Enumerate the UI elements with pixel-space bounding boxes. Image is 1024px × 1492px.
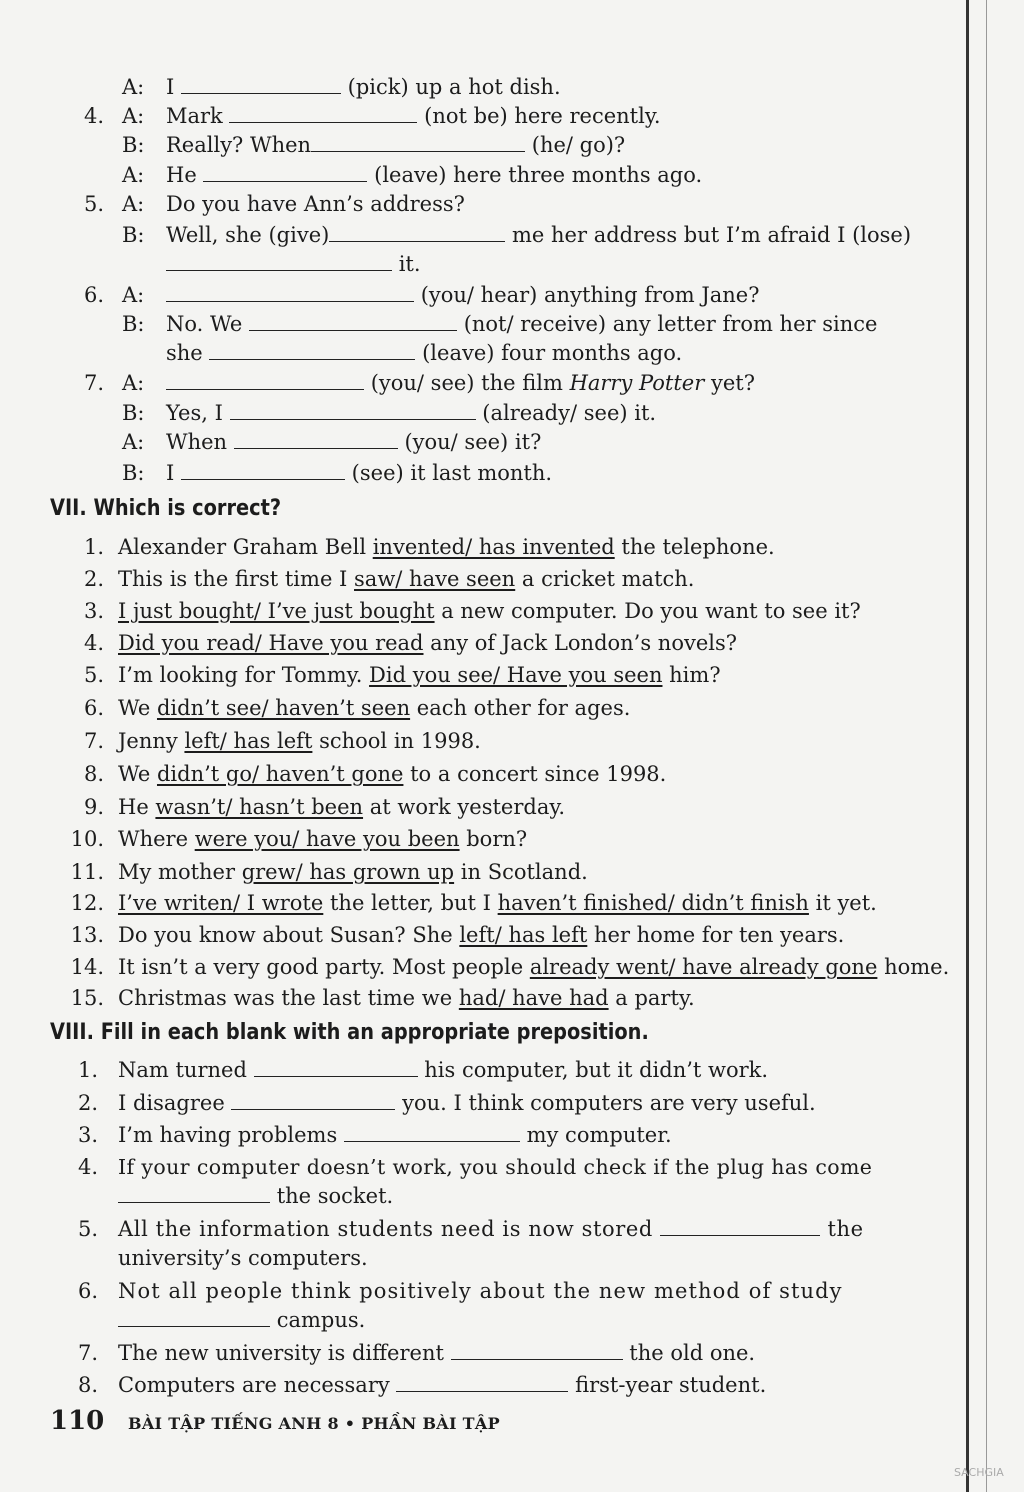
answer-blank[interactable] [329,223,505,242]
sentence-text: a cricket match. [515,567,695,591]
binding-line-thin [986,0,987,1492]
question-number: 5. [83,192,104,216]
line-text: Well, she (give) me her address but I’m afraid I (lose) [166,223,912,247]
answer-blank[interactable] [118,1184,270,1203]
line-text: No. We (not/ receive) any letter from her since [166,312,878,336]
line-text: If your computer doesn’t work, you should check if the plug has come [118,1155,873,1179]
s8-item-4-cont [0,1181,960,1211]
page-number: 110 [50,1406,105,1436]
sentence-text: Alexander Graham Bell [118,535,373,559]
answer-blank[interactable] [203,163,367,182]
answer-blank[interactable] [396,1373,568,1392]
question-number: 7. [77,1341,98,1365]
answer-blank[interactable] [181,75,341,94]
answer-choice[interactable]: already went/ have already gone [529,955,878,979]
dialogue-line [0,338,960,368]
line-text: Yes, I (already/ see) it. [166,401,657,425]
answer-blank[interactable] [118,1308,270,1327]
s8-item-8 [0,1370,960,1400]
speaker-label: B: [122,401,145,425]
s8-item-7 [0,1338,960,1368]
answer-choice[interactable]: I’ve writen/ I wrote [118,891,324,915]
line-text: All the information students need is now stored the [118,1217,864,1241]
s7-item-7 [0,726,960,756]
s8-item-6-cont [0,1305,960,1335]
line-text [118,888,877,918]
line-text: I’m having problems my computer. [118,1123,672,1147]
s7-item-12 [0,888,960,918]
s7-item-15 [0,983,960,1013]
answer-choice[interactable]: left/ has left [459,923,588,947]
question-number: 6. [77,1279,98,1303]
answer-choice[interactable]: didn’t see/ haven’t seen [156,696,411,720]
s7-item-4 [0,628,960,658]
question-number: 2. [83,567,104,591]
question-number: 7. [83,729,104,753]
answer-choice[interactable]: saw/ have seen [354,567,516,591]
answer-choice[interactable]: haven’t finished/ didn’t finish [497,891,809,915]
dialogue-line [0,427,960,457]
question-number: 12. [70,891,104,915]
question-number: 1. [83,535,104,559]
s8-item-1 [0,1055,960,1085]
line-text [118,824,527,854]
answer-blank[interactable] [311,133,525,152]
sentence-text: He [118,795,156,819]
sentence-text: the telephone. [614,535,775,559]
answer-blank[interactable] [166,371,364,390]
s7-item-2 [0,564,960,594]
sentence-text: Do you know about Susan? She [118,923,460,947]
answer-blank[interactable] [249,312,457,331]
question-number: 5. [77,1217,98,1241]
dialogue-line [0,309,960,339]
sentence-text: My mother [118,860,242,884]
speaker-label: A: [122,371,145,395]
dialogue-line [0,458,960,488]
line-text [118,564,694,594]
dialogue-line [0,130,960,160]
s7-item-5 [0,660,960,690]
sentence-text: it yet. [808,891,877,915]
line-text: Really? When (he/ go)? [166,133,626,157]
question-number: 6. [83,696,104,720]
question-number: 15. [70,986,104,1010]
s7-item-13 [0,920,960,950]
sentence-text: him? [662,663,721,687]
line-text: Do you have Ann’s address? [166,192,465,216]
dialogue-line [0,398,960,428]
question-number: 11. [70,860,104,884]
question-7 [0,368,960,398]
question-number: 3. [83,599,104,623]
line-text [118,792,565,822]
line-text: it. [166,249,421,279]
question-number: 5. [83,663,104,687]
sentence-text: We [118,696,157,720]
line-text [118,952,949,982]
speaker-label: B: [122,223,145,247]
answer-blank[interactable] [229,104,417,123]
s8-item-5 [0,1214,960,1244]
question-5 [0,189,960,219]
sentence-text: Jenny [118,729,185,753]
s7-item-8 [0,759,960,789]
line-text: campus. [118,1305,365,1335]
sentence-text: Where [118,827,195,851]
footer-title: BÀI TẬP TIẾNG ANH 8 • PHẦN BÀI TẬP [128,1414,500,1433]
sentence-text: to a concert since 1998. [403,762,667,786]
line-text: Computers are necessary first-year student. [118,1373,767,1397]
sentence-text: a new computer. Do you want to see it? [434,599,861,623]
line-text: (you/ see) the film Harry Potter yet? [166,368,755,398]
line-text: she (leave) four months ago. [166,341,683,365]
sentence-text: at work yesterday. [363,795,566,819]
line-text: He (leave) here three months ago. [166,163,703,187]
line-text [118,660,721,690]
s7-item-3 [0,596,960,626]
answer-choice[interactable]: left/ has left [184,729,313,753]
s8-item-3 [0,1120,960,1150]
line-text: The new university is different the old one. [118,1341,756,1365]
answer-choice[interactable]: Did you see/ Have you seen [369,663,663,687]
speaker-label: A: [122,104,145,128]
speaker-label: A: [122,192,145,216]
section-7-title: VII. Which is correct? [50,496,282,521]
sentence-text: in Scotland. [454,860,588,884]
question-number: 4. [83,104,104,128]
answer-blank[interactable] [230,401,476,420]
question-number: 13. [70,923,104,947]
question-number: 9. [83,795,104,819]
question-number: 8. [77,1373,98,1397]
s8-item-4 [0,1152,960,1182]
speaker-label: A: [122,163,145,187]
s7-item-14 [0,952,960,982]
speaker-label: A: [122,283,145,307]
answer-blank[interactable] [166,283,414,302]
dialogue-line [0,220,960,250]
sentence-text: home. [877,955,950,979]
answer-choice[interactable]: didn’t go/ haven’t gone [156,762,404,786]
answer-choice[interactable]: grew/ has grown up [241,860,455,884]
question-number: 6. [83,283,104,307]
film-title: Harry Potter [569,371,705,395]
s8-item-6 [0,1276,960,1306]
question-number: 10. [70,827,104,851]
binding-line [966,0,969,1492]
watermark: SACHGIA [954,1466,1004,1479]
s8-item-2 [0,1088,960,1118]
sentence-text: born? [459,827,528,851]
line-text: (you/ hear) anything from Jane? [166,280,759,310]
line-text: I disagree you. I think computers are very useful. [118,1091,816,1115]
answer-blank[interactable] [344,1123,520,1142]
answer-blank[interactable] [166,252,392,271]
line-text: Nam turned his computer, but it didn’t work. [118,1058,769,1082]
answer-choice[interactable]: I just bought/ I’ve just bought [118,599,435,623]
question-number: 1. [77,1058,98,1082]
line-text [118,857,588,887]
line-text [118,983,695,1013]
sentence-text: Christmas was the last time we [118,986,459,1010]
speaker-label: A: [122,430,145,454]
question-number: 8. [83,762,104,786]
sentence-text: It isn’t a very good party. Most people [118,955,530,979]
line-text: the socket. [118,1181,393,1211]
sentence-text: We [118,762,157,786]
question-number: 3. [77,1123,98,1147]
s7-item-1 [0,532,960,562]
line-text: I (see) it last month. [166,461,553,485]
line-text: I (pick) up a hot dish. [166,75,561,99]
line-text: When (you/ see) it? [166,430,542,454]
sentence-text: each other for ages. [410,696,631,720]
sentence-text: school in 1998. [312,729,481,753]
dialogue-line [0,249,960,279]
answer-blank[interactable] [451,1341,623,1360]
answer-blank[interactable] [254,1058,418,1077]
question-number: 14. [70,955,104,979]
line-text [118,920,844,950]
dialogue-line [0,160,960,190]
s7-item-9 [0,792,960,822]
section-8-title: VIII. Fill in each blank with an appropriate preposition. [50,1020,649,1045]
question-number: 7. [83,371,104,395]
answer-choice[interactable]: were you/ have you been [194,827,460,851]
answer-blank[interactable] [231,1091,395,1110]
speaker-label: B: [122,461,145,485]
dialogue-line [0,72,960,102]
answer-choice[interactable]: invented/ has invented [372,535,615,559]
answer-blank[interactable] [209,341,415,360]
question-number: 2. [77,1091,98,1115]
answer-choice[interactable]: Did you read/ Have you read [118,631,424,655]
s7-item-10 [0,824,960,854]
answer-choice[interactable]: had/ have had [458,986,609,1010]
speaker-label: B: [122,312,145,336]
sentence-text: her home for ten years. [587,923,845,947]
question-number: 4. [83,631,104,655]
line-text [118,759,666,789]
line-text [118,693,630,723]
sentence-text: I’m looking for Tommy. [118,663,370,687]
sentence-text: a party. [608,986,695,1010]
line-text [118,726,481,756]
question-6 [0,280,960,310]
line-text [118,532,775,562]
speaker-label: B: [122,133,145,157]
sentence-text: any of Jack London’s novels? [423,631,738,655]
s7-item-6 [0,693,960,723]
line-text: Not all people think positively about the new method of study [118,1279,843,1303]
answer-blank[interactable] [181,461,345,480]
speaker-label: A: [122,75,145,99]
line-text: university’s computers. [118,1246,368,1270]
s8-item-5-cont [0,1243,960,1273]
question-number: 4. [77,1155,98,1179]
line-text: Mark (not be) here recently. [166,104,661,128]
question-4 [0,101,960,131]
answer-blank[interactable] [234,430,398,449]
line-text [118,628,737,658]
sentence-text: This is the first time I [118,567,355,591]
line-text [118,596,861,626]
answer-blank[interactable] [660,1217,820,1236]
sentence-text: the letter, but I [323,891,498,915]
s7-item-11 [0,857,960,887]
answer-choice[interactable]: wasn’t/ hasn’t been [155,795,364,819]
